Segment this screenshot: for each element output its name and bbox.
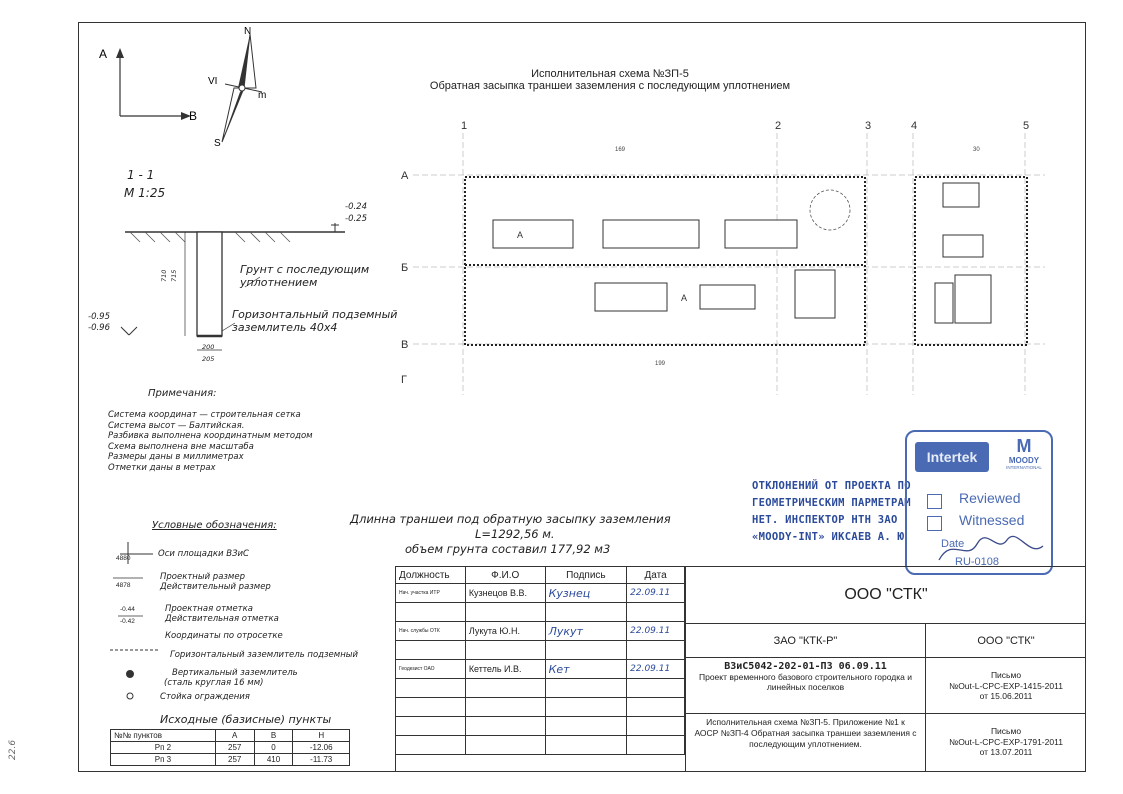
doc-code: ВЗиС5042-202-01-ПЗ 06.09.11 — [724, 661, 887, 672]
table-row — [396, 603, 685, 622]
axis-label: 2 — [775, 120, 782, 132]
margin-note: 22.6 — [8, 739, 18, 760]
reviewed-label: Reviewed — [959, 490, 1021, 506]
company-right: ООО "СТК" — [925, 624, 1086, 658]
axis-label: 4 — [911, 120, 918, 132]
svg-text:N: N — [244, 26, 252, 37]
date-label: Date — [941, 538, 965, 550]
benchmarks-heading: Исходные (базисные) пункты — [160, 713, 332, 726]
section-elev-bot2: -0.96 — [88, 323, 110, 333]
table-row — [396, 717, 685, 736]
note-item: Система координат — строительная сетка — [108, 410, 301, 420]
table-row — [396, 679, 685, 698]
project-cell — [685, 658, 925, 714]
dim-bottom: 199 — [655, 361, 666, 367]
signatures-table — [395, 566, 685, 755]
svg-text:VI: VI — [208, 76, 218, 87]
section-depth1: 710 — [160, 269, 168, 282]
drawing-title: Исполнительная схема №ЗП-5 Обратная засыпка траншеи заземления с последующим уплотнением — [429, 68, 791, 92]
section-soil-label: Грунт с последующим уплотнением — [240, 263, 370, 289]
summary-line3: объем грунта составил 177,92 м3 — [405, 542, 611, 556]
axis-label: А — [401, 170, 409, 182]
legend-vert-label2: (сталь круглая 16 мм) — [164, 678, 264, 688]
legend-design-mark-label: Проектная отметка — [165, 604, 253, 614]
axis-label: 1 — [461, 120, 468, 132]
axis-label: В — [401, 339, 409, 351]
note-item: Отметки даны в метрах — [108, 462, 216, 473]
note-item: Система высот — Балтийская. — [108, 420, 245, 431]
axis-label: 5 — [1023, 120, 1030, 132]
summary-line1: Длинна траншеи под обратную засыпку заземления — [350, 512, 671, 526]
section-scale: М 1:25 — [124, 186, 166, 200]
letter1-cell: Письмо №Out-L-CPC-EXP-1415-2011 от 15.06.2011 — [925, 658, 1086, 714]
intertek-stamp — [905, 430, 1053, 575]
section-elev-bot1: -0.95 — [88, 312, 110, 322]
legend-actual-size-val: 4878 — [116, 582, 131, 589]
legend-actual-size-label: Действительный размер — [160, 582, 271, 592]
company-left: ЗАО "КТК-Р" — [685, 624, 925, 658]
witnessed-label: Witnessed — [959, 512, 1025, 528]
section-width2: 205 — [202, 355, 215, 363]
table-row: №№ пунктов А В Н — [111, 730, 350, 742]
note-item: Размеры даны в миллиметрах — [108, 452, 244, 462]
inspector-signature-icon — [937, 532, 1047, 568]
section-width1: 200 — [202, 343, 215, 351]
legend-design-size-val: 4880 — [116, 555, 131, 562]
legend-axes-label: Оси площадки ВЗиС — [158, 549, 249, 559]
witnessed-checkbox — [927, 516, 942, 531]
legend-coords-label: Координаты по отросетке — [165, 631, 283, 641]
axis-label: 3 — [865, 120, 872, 132]
axis-a-label: A — [99, 47, 108, 61]
section-depth2: 715 — [170, 269, 178, 282]
legend-vert-label: Вертикальный заземлитель — [172, 668, 298, 678]
company-main: ООО "СТК" — [685, 566, 1086, 624]
note-item: Разбивка выполнена координатным методом — [108, 431, 313, 441]
section-elev-top1: -0.24 — [345, 202, 367, 212]
north-arrow-icon — [200, 22, 280, 152]
scheme-desc: Исполнительная схема №ЗП-5. Приложение №1 к АОСР №ЗП-4 Обратная засыпка траншеи заземления с последующим уплотнением. — [685, 714, 925, 772]
svg-text:m: m — [258, 90, 267, 101]
legend-design-size-label: Проектный размер — [160, 572, 245, 582]
legend-symbols — [108, 540, 163, 710]
axis-label: Б — [401, 262, 409, 274]
project-desc: Проект временного базового строительного городка и линейных поселков — [698, 672, 912, 692]
deviation-stamp: ОТКЛОНЕНИЙ ОТ ПРОЕКТА ПО ГЕОМЕТРИЧЕСКИМ ПАРМЕТРАМ НЕТ. ИНСПЕКТОР НТН ЗАО «MOODY-INT» ИКСАЕВ А. Ю — [752, 480, 911, 543]
table-row — [396, 641, 685, 660]
table-row: Нач. участка ИТР Кузнецов В.В. Кузнец 22.09.11 — [396, 584, 685, 603]
legend-design-mark-val: -0.44 — [120, 606, 135, 613]
legend-actual-mark-label: Действительная отметка — [165, 614, 279, 624]
axes-mini — [95, 40, 218, 130]
intertek-logo: Intertek — [915, 442, 989, 472]
table-row: Нач. службы ОТК Лукута Ю.Н. Лукут 22.09.11 — [396, 622, 685, 641]
table-row: Должность Ф.И.О Подпись Дата — [396, 567, 685, 584]
axis-b-label: B — [189, 109, 198, 123]
summary-line2: L=1292,56 м. — [475, 527, 555, 541]
table-row: Рп 2 257 0 -12.06 — [111, 742, 350, 754]
section-elev-top2: -0.25 — [345, 214, 367, 224]
legend-horiz-label: Горизонтальный заземлитель подземный — [170, 650, 358, 660]
svg-text:S: S — [214, 138, 221, 149]
site-plan — [395, 115, 1055, 400]
dim-right: 30 — [973, 147, 980, 153]
axis-label: Г — [401, 374, 407, 386]
area-label: А — [681, 293, 688, 303]
notes-heading: Примечания: — [148, 388, 217, 399]
benchmarks-table — [110, 729, 350, 766]
area-label: А — [517, 230, 524, 240]
dim-top: 169 — [615, 147, 626, 153]
table-row — [396, 698, 685, 717]
notes-list — [108, 410, 348, 473]
legend-actual-mark-val: -0.42 — [120, 618, 135, 625]
code-label: RU-0108 — [955, 556, 1000, 568]
table-row — [396, 736, 685, 755]
table-row: Геодезист ОАО Кеттель И.В. Кет 22.09.11 — [396, 660, 685, 679]
reviewed-checkbox — [927, 494, 942, 509]
letter2-cell: Письмо №Out-L-CPC-EXP-1791-2011 от 13.07.2011 — [925, 714, 1086, 772]
legend-fence-label: Стойка ограждения — [160, 692, 250, 702]
section-earth-label: Горизонтальный подземный заземлитель 40х4 — [232, 308, 398, 334]
moody-logo: M MOODY INTERNATIONAL — [1006, 436, 1042, 470]
note-item: Схема выполнена вне масштаба — [108, 441, 254, 452]
table-row: Рп 3 257 410 -11.73 — [111, 754, 350, 766]
section-name: 1 - 1 — [127, 168, 155, 182]
legend-heading: Условные обозначения: — [152, 520, 277, 531]
